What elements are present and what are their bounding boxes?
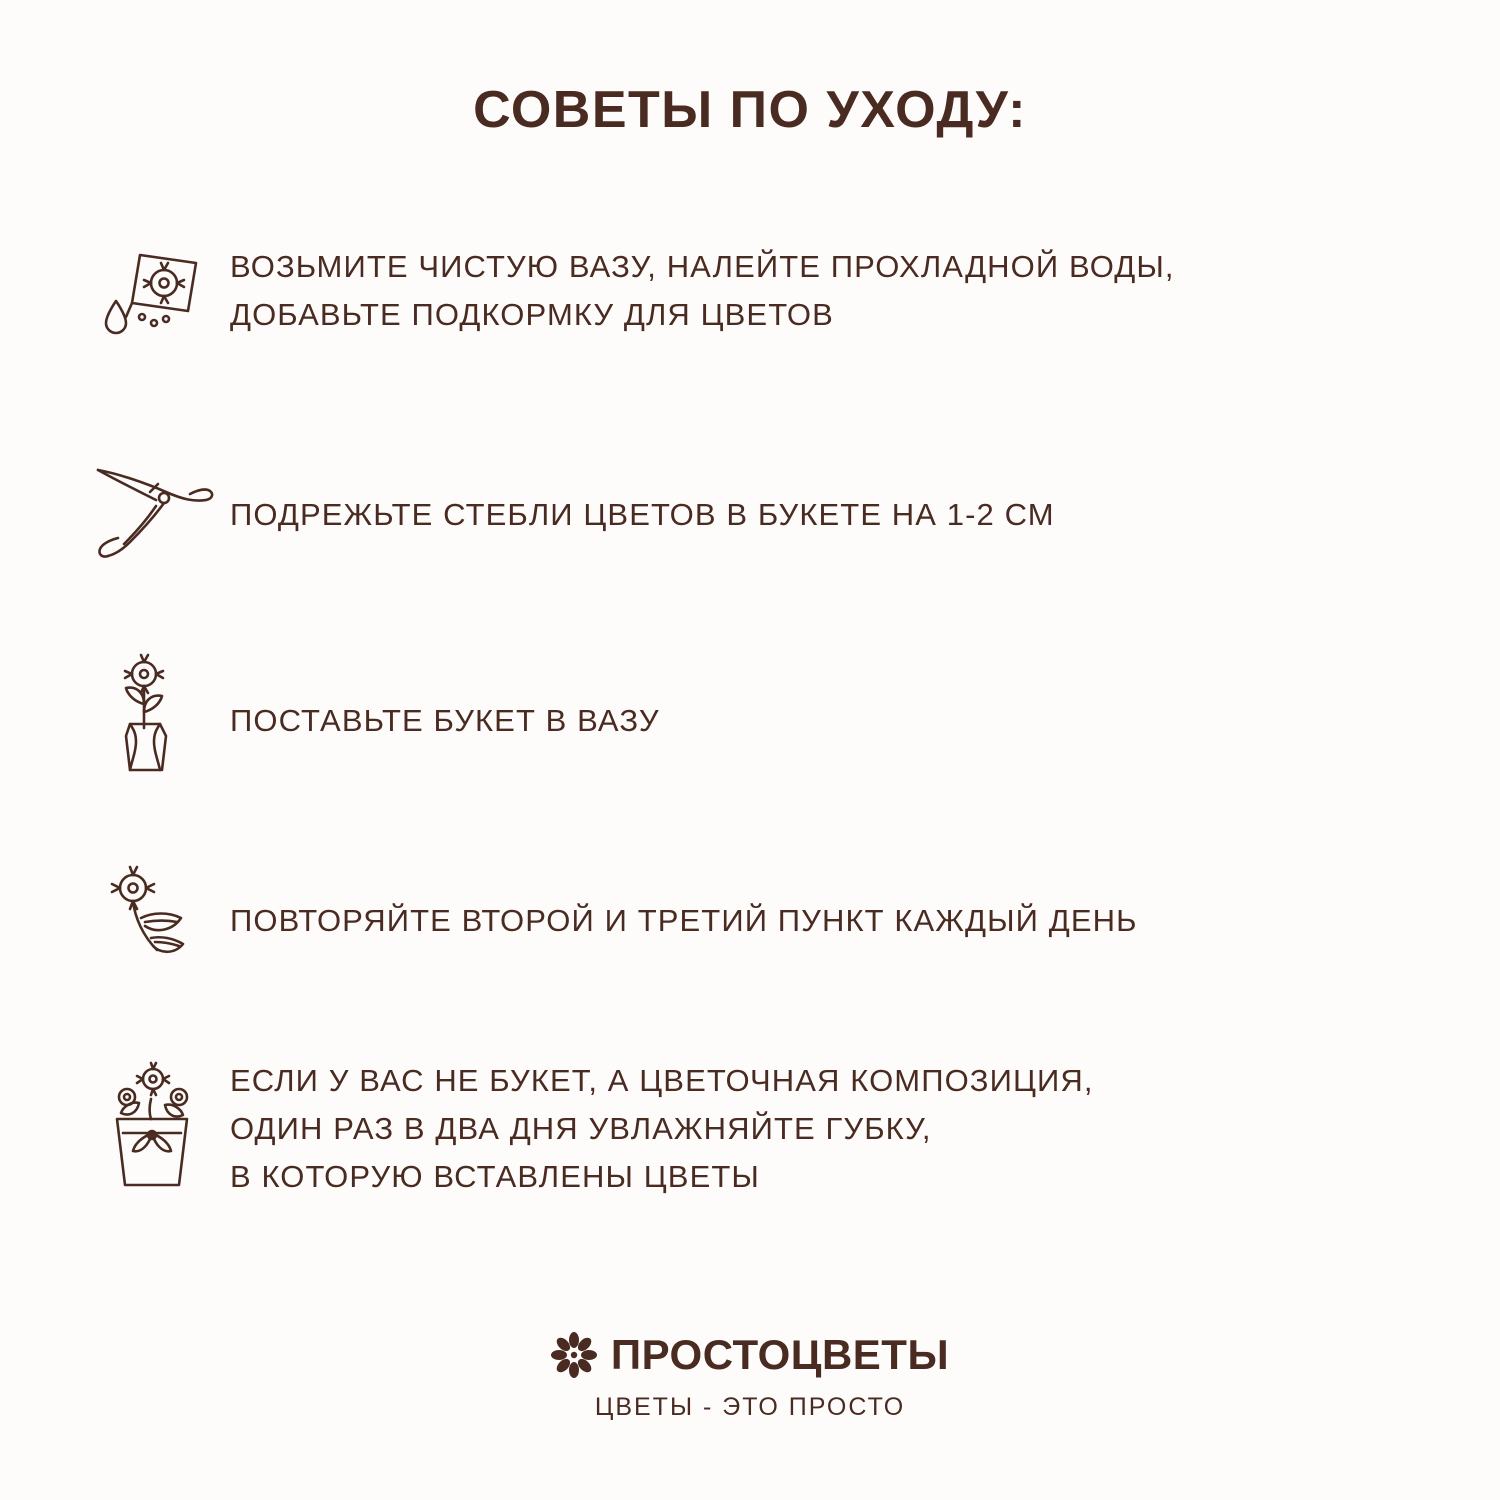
page-title: СОВЕТЫ ПО УХОДУ: bbox=[473, 81, 1027, 139]
tip-line: ПОВТОРЯЙТЕ ВТОРОЙ И ТРЕТИЙ ПУНКТ КАЖДЫЙ ДЕНЬ bbox=[230, 903, 1138, 939]
tip-text-2 bbox=[230, 483, 1055, 539]
tip-line: ПОСТАВЬТЕ БУКЕТ В ВАЗУ bbox=[230, 703, 660, 739]
tip-item-3 bbox=[0, 647, 1500, 787]
footer bbox=[0, 1331, 1500, 1422]
tip-item-1 bbox=[0, 235, 1500, 375]
tip-line: В КОТОРУЮ ВСТАВЛЕНЫ ЦВЕТЫ bbox=[230, 1159, 760, 1195]
tip-line: ЕСЛИ У ВАС НЕ БУКЕТ, А ЦВЕТОЧНАЯ КОМПОЗИЦИЯ, bbox=[230, 1063, 1094, 1099]
tip-text-3 bbox=[230, 689, 660, 745]
tip-text-1 bbox=[230, 235, 1175, 339]
flower-food-packet-icon bbox=[80, 235, 230, 349]
flower-in-vase-icon bbox=[80, 652, 230, 782]
tip-line: ПОДРЕЖЬТЕ СТЕБЛИ ЦВЕТОВ В БУКЕТЕ НА 1-2 СМ bbox=[230, 497, 1055, 533]
pruning-shears-icon bbox=[80, 456, 230, 566]
tip-item-4 bbox=[0, 847, 1500, 987]
tip-line: ДОБАВЬТЕ ПОДКОРМКУ ДЛЯ ЦВЕТОВ bbox=[230, 297, 834, 333]
tip-text-5 bbox=[230, 1049, 1094, 1201]
flower-with-leaf-icon bbox=[80, 862, 230, 972]
tip-item-2 bbox=[0, 441, 1500, 581]
brand-name: ПРОСТОЦВЕТЫ bbox=[610, 1331, 950, 1378]
tips-list bbox=[0, 235, 1500, 1201]
flower-basket-icon bbox=[80, 1049, 230, 1199]
tip-line: ОДИН РАЗ В ДВА ДНЯ УВЛАЖНЯЙТЕ ГУБКУ, bbox=[230, 1111, 932, 1147]
flower-logo-icon bbox=[551, 1332, 597, 1378]
brand-tagline: ЦВЕТЫ - ЭТО ПРОСТО bbox=[594, 1393, 906, 1421]
tip-text-4 bbox=[230, 889, 1138, 945]
tip-line: ВОЗЬМИТЕ ЧИСТУЮ ВАЗУ, НАЛЕЙТЕ ПРОХЛАДНОЙ ВОДЫ, bbox=[230, 249, 1175, 285]
tip-item-5 bbox=[0, 1049, 1500, 1201]
brand-row bbox=[0, 1331, 1500, 1379]
